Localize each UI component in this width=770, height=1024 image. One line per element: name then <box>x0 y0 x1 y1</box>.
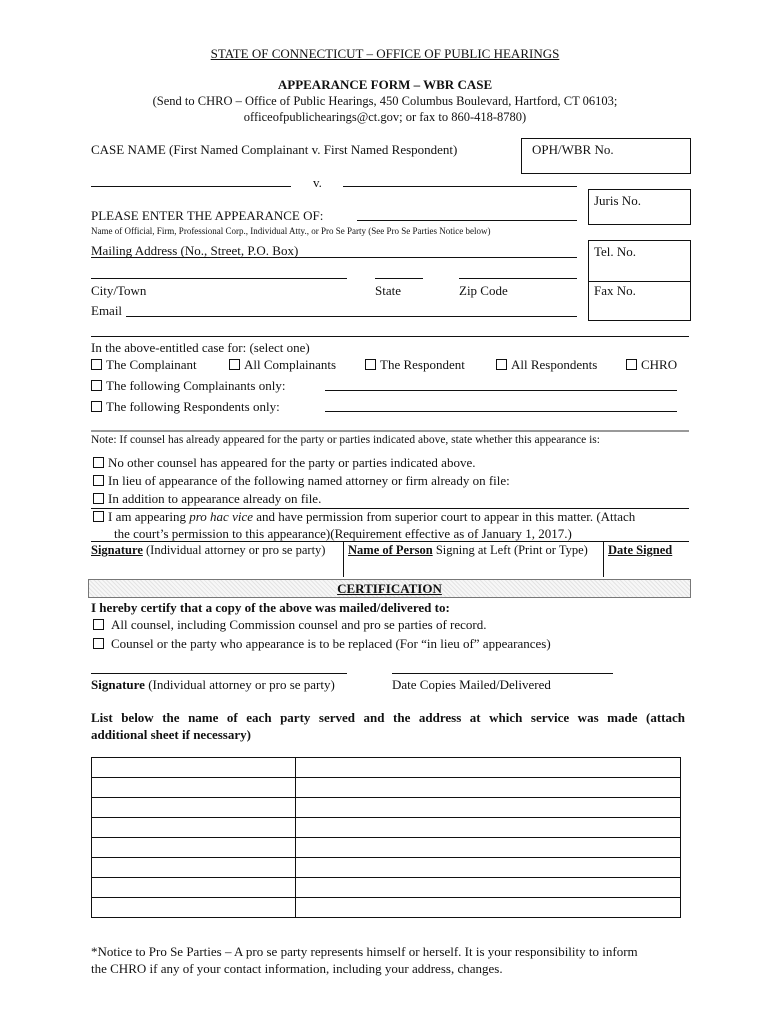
counsel-note: Note: If counsel has already appeared for the party or parties indicated above, state whether this appearance is: <box>91 434 600 446</box>
service-instruction-line1: List below the name of each party served and the address at which service was made (attach <box>91 710 685 725</box>
checkbox-icon[interactable] <box>93 457 104 468</box>
appearance-of-label: PLEASE ENTER THE APPEARANCE OF: <box>91 208 324 223</box>
service-row <box>92 838 681 858</box>
served-party-name-cell[interactable] <box>92 858 296 878</box>
checkbox-icon[interactable] <box>229 359 240 370</box>
date-signed-field[interactable] <box>605 555 689 577</box>
pro-hac-vice-note: the court’s permission to this appearance)(Requirement effective as of January 1, 2017.) <box>114 526 572 541</box>
capacity-intro: In the above-entitled case for: (select one) <box>91 340 310 355</box>
respondents-only-line[interactable] <box>325 411 677 412</box>
state-line[interactable] <box>375 278 423 279</box>
oph-wbr-no-field[interactable] <box>521 138 691 174</box>
certification-signature-label: Signature (Individual attorney or pro se party) <box>91 677 335 692</box>
pro-se-notice-line1: *Notice to Pro Se Parties – A pro se party represents himself or herself. It is your responsibility to inform <box>91 944 638 959</box>
mailing-address-label: Mailing Address (No., Street, P.O. Box) <box>91 243 299 258</box>
service-row <box>92 858 681 878</box>
city-line[interactable] <box>91 278 347 279</box>
pro-se-notice-line2: the CHRO if any of your contact information, including your address, changes. <box>91 961 503 976</box>
form-title: APPEARANCE FORM – WBR CASE <box>277 77 493 92</box>
checkbox-icon[interactable] <box>626 359 637 370</box>
checkbox-icon[interactable] <box>93 619 104 630</box>
complainants-only-option[interactable]: The following Complainants only: <box>91 378 285 394</box>
certification-date-line[interactable] <box>392 673 613 674</box>
counsel-option-in-addition[interactable]: In addition to appearance already on file. <box>93 491 321 507</box>
signature-divider <box>343 541 344 577</box>
agency-heading: STATE OF CONNECTICUT – OFFICE OF PUBLIC HEARINGS <box>210 46 560 61</box>
served-party-name-cell[interactable] <box>92 798 296 818</box>
capacity-option-all-complainants[interactable]: All Complainants <box>229 357 336 373</box>
counsel-option-in-lieu[interactable]: In lieu of appearance of the following named attorney or firm already on file: <box>93 473 510 489</box>
city-label: City/Town <box>91 283 147 298</box>
service-row <box>92 898 681 918</box>
service-row <box>92 778 681 798</box>
certification-heading: CERTIFICATION <box>337 581 442 596</box>
respondent-name-line[interactable] <box>343 186 577 187</box>
service-row <box>92 878 681 898</box>
service-address-cell[interactable] <box>296 798 681 818</box>
complainants-only-line[interactable] <box>325 390 677 391</box>
send-instructions-line1: (Send to CHRO – Office of Public Hearings, 450 Columbus Boulevard, Hartford, CT 06103; <box>152 94 618 108</box>
checkbox-icon[interactable] <box>93 511 104 522</box>
send-instructions-line2: officeofpublichearings@ct.gov; or fax to 860-418-8780) <box>243 110 527 124</box>
capacity-option-chro[interactable]: CHRO <box>626 357 677 373</box>
capacity-option-respondent[interactable]: The Respondent <box>365 357 465 373</box>
checkbox-icon[interactable] <box>365 359 376 370</box>
email-label: Email <box>91 303 123 318</box>
service-row <box>92 818 681 838</box>
appearance-name-hint: Name of Official, Firm, Professional Corp., Individual Atty., or Pro Se Party (See Pro Se Parties Notice below) <box>91 226 491 236</box>
served-party-name-cell[interactable] <box>92 838 296 858</box>
date-signed-label: Date Signed <box>608 543 673 557</box>
checkbox-icon[interactable] <box>91 359 102 370</box>
service-row <box>92 758 681 778</box>
counsel-option-no-other[interactable]: No other counsel has appeared for the party or parties indicated above. <box>93 455 475 471</box>
email-line[interactable] <box>126 316 577 317</box>
served-party-name-cell[interactable] <box>92 818 296 838</box>
service-address-cell[interactable] <box>296 878 681 898</box>
service-address-cell[interactable] <box>296 858 681 878</box>
case-name-label: CASE NAME (First Named Complainant v. First Named Respondent) <box>91 142 458 157</box>
service-table <box>91 757 681 918</box>
state-label: State <box>375 283 401 298</box>
certification-date-label: Date Copies Mailed/Delivered <box>392 677 551 692</box>
counsel-option-pro-hac-vice[interactable]: I am appearing pro hac vice and have permission from superior court to appear in this matter. (Attach <box>93 509 635 525</box>
fax-no-label: Fax No. <box>594 283 636 298</box>
service-address-cell[interactable] <box>296 778 681 798</box>
section-divider <box>91 336 689 337</box>
service-instruction-line2: additional sheet if necessary) <box>91 727 251 742</box>
capacity-option-all-respondents[interactable]: All Respondents <box>496 357 597 373</box>
checkbox-icon[interactable] <box>93 493 104 504</box>
service-row <box>92 798 681 818</box>
section-divider <box>91 430 689 432</box>
complainant-name-line[interactable] <box>91 186 291 187</box>
served-party-name-cell[interactable] <box>92 878 296 898</box>
certification-statement: I hereby certify that a copy of the above was mailed/delivered to: <box>91 600 450 615</box>
tel-no-field[interactable] <box>588 240 691 282</box>
versus-label: v. <box>313 175 322 190</box>
certification-heading-bar <box>88 579 691 598</box>
signature-field[interactable] <box>91 555 341 577</box>
zip-line[interactable] <box>459 278 577 279</box>
mailing-address-line[interactable] <box>91 257 577 258</box>
tel-no-label: Tel. No. <box>594 244 637 259</box>
zip-label: Zip Code <box>459 283 508 298</box>
checkbox-icon[interactable] <box>496 359 507 370</box>
certification-option-all-counsel[interactable]: All counsel, including Commission counsel and pro se parties of record. <box>93 617 486 633</box>
capacity-option-complainant[interactable]: The Complainant <box>91 357 197 373</box>
name-of-person-field[interactable] <box>345 555 601 577</box>
checkbox-icon[interactable] <box>93 638 104 649</box>
name-of-person-label: Name of Person Signing at Left (Print or Type) <box>348 543 588 557</box>
service-address-cell[interactable] <box>296 818 681 838</box>
juris-no-label: Juris No. <box>594 193 641 208</box>
certification-signature-line[interactable] <box>91 673 347 674</box>
served-party-name-cell[interactable] <box>92 758 296 778</box>
served-party-name-cell[interactable] <box>92 778 296 798</box>
signature-label: Signature (Individual attorney or pro se party) <box>91 543 326 557</box>
served-party-name-cell[interactable] <box>92 898 296 918</box>
service-address-cell[interactable] <box>296 758 681 778</box>
certification-option-replaced[interactable]: Counsel or the party who appearance is to be replaced (For “in lieu of” appearances) <box>93 636 551 652</box>
checkbox-icon[interactable] <box>91 380 102 391</box>
respondents-only-option[interactable]: The following Respondents only: <box>91 399 280 415</box>
checkbox-icon[interactable] <box>93 475 104 486</box>
signature-row-top <box>91 541 689 542</box>
service-address-cell[interactable] <box>296 838 681 858</box>
service-address-cell[interactable] <box>296 898 681 918</box>
signature-divider <box>603 541 604 577</box>
fax-no-field[interactable] <box>588 280 691 321</box>
appearance-name-line[interactable] <box>357 220 577 221</box>
checkbox-icon[interactable] <box>91 401 102 412</box>
juris-no-field[interactable] <box>588 189 691 225</box>
oph-wbr-no-label: OPH/WBR No. <box>532 142 614 157</box>
